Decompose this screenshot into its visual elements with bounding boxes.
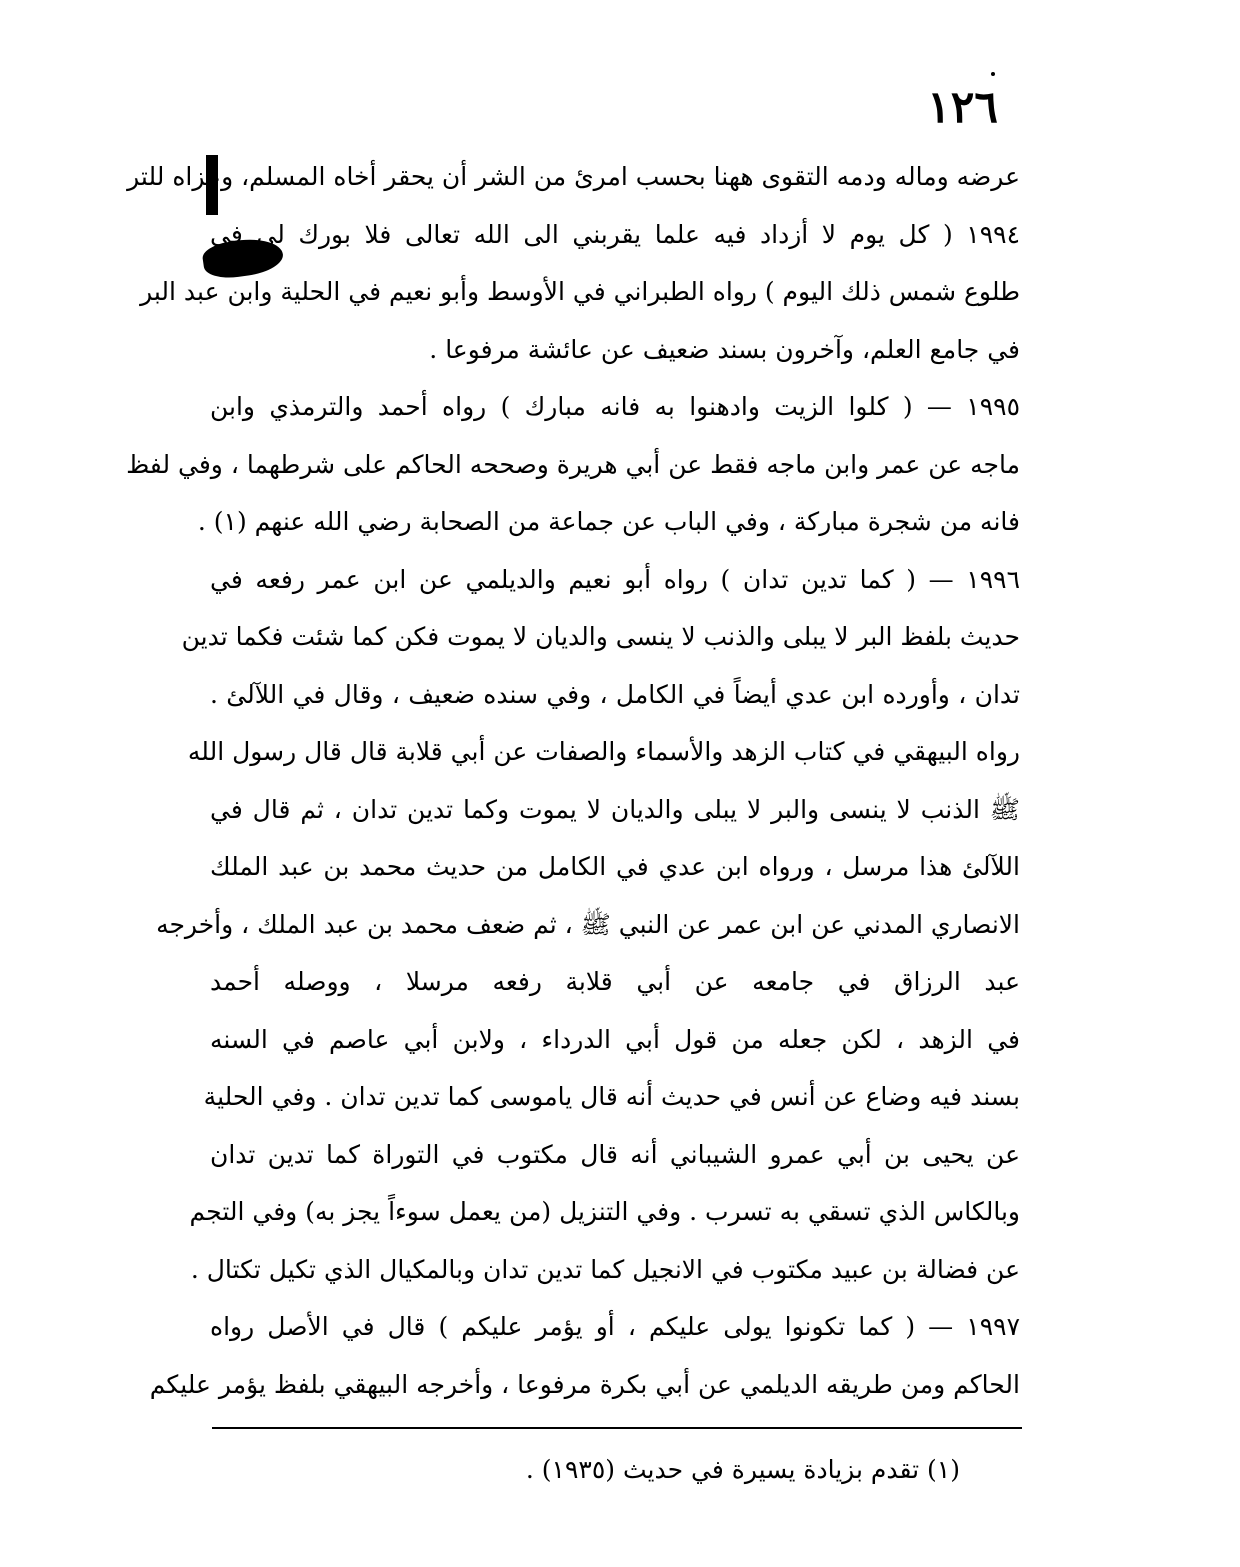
main-text-block [126, 148, 1020, 1413]
page-number: ١٢٦ [927, 82, 998, 133]
text-line: تدان ، وأورده ابن عدي أيضاً في الكامل ، وفي سنده ضعيف ، وقال في اللآلئ . [210, 679, 1020, 709]
text-line: طلوع شمس ذلك اليوم ) رواه الطبراني في الأوسط وأبو نعيم في الحلية وابن عبد البر [140, 277, 1020, 306]
text-line: ﷺ الذنب لا ينسى والبر لا يبلى والديان لا يموت وكما تدين تدان ، ثم قال في [210, 794, 1020, 824]
text-line: عن فضالة بن عبيد مكتوب في الانجيل كما تدين تدان وبالمكيال الذي تكيل تكتال . [190, 1254, 1020, 1284]
text-line: حديث بلفظ البر لا يبلى والذنب لا ينسى والديان لا يموت فكن كما شئت فكما تدين [181, 622, 1020, 651]
text-line: الحاكم ومن طريقه الديلمي عن أبي بكرة مرفوعا ، وأخرجه البيهقي بلفظ يؤمر عليكم [149, 1369, 1020, 1399]
text-line: ١٩٩٥ — ( كلوا الزيت وادهنوا به فانه مبارك ) رواه أحمد والترمذي وابن [210, 392, 1020, 421]
text-line: ماجه عن عمر وابن ماجه فقط عن أبي هريرة وصححه الحاكم على شرطهما ، وفي لفظ [126, 449, 1020, 479]
text-line: بسند فيه وضاع عن أنس في حديث أنه قال ياموسى كما تدين تدان . وفي الحلية [203, 1082, 1020, 1111]
text-line: ١٩٩٧ — ( كما تكونوا يولى عليكم ، أو يؤمر عليكم ) قال في الأصل رواه [210, 1312, 1020, 1341]
text-line: عرضه وماله ودمه التقوى ههنا بحسب امرئ من الشر أن يحقر أخاه المسلم، وعزاه للتر [127, 162, 1020, 191]
text-line: فانه من شجرة مباركة ، وفي الباب عن جماعة من الصحابة رضي الله عنهم (١) . [197, 507, 1020, 536]
text-line: اللآلئ هذا مرسل ، ورواه ابن عدي في الكامل من حديث محمد بن عبد الملك [210, 852, 1020, 881]
text-line: عبد الرزاق في جامعه عن أبي قلابة رفعه مرسلا ، ووصله أحمد [210, 967, 1020, 996]
text-line: رواه البيهقي في كتاب الزهد والأسماء والصفات عن أبي قلابة قال قال رسول الله [187, 737, 1020, 766]
text-line: ١٩٩٦ — ( كما تدين تدان ) رواه أبو نعيم والديلمي عن ابن عمر رفعه في [210, 564, 1020, 594]
footnote-divider [212, 1427, 1022, 1429]
footnote: (١) تقدم بزيادة يسيرة في حديث (١٩٣٥) . [525, 1455, 960, 1484]
text-line: في الزهد ، لكن جعله من قول أبي الدرداء ، ولابن أبي عاصم في السنه [210, 1024, 1020, 1054]
text-line: في جامع العلم، وآخرون بسند ضعيف عن عائشة مرفوعا . [429, 334, 1020, 364]
text-line: عن يحيى بن أبي عمرو الشيباني أنه قال مكتوب في التوراة كما تدين تدان [210, 1139, 1020, 1169]
stray-dot-mark [991, 72, 995, 76]
text-line: وبالكاس الذي تسقي به تسرب . وفي التنزيل (من يعمل سوءاً يجز به) وفي التجم [189, 1197, 1020, 1226]
text-line: ١٩٩٤ ( كل يوم لا أزداد فيه علما يقربني الى الله تعالى فلا بورك لي في [210, 219, 1020, 249]
text-line: الانصاري المدني عن ابن عمر عن النبي ﷺ ، ثم ضعف محمد بن عبد الملك ، وأخرجه [156, 909, 1020, 939]
